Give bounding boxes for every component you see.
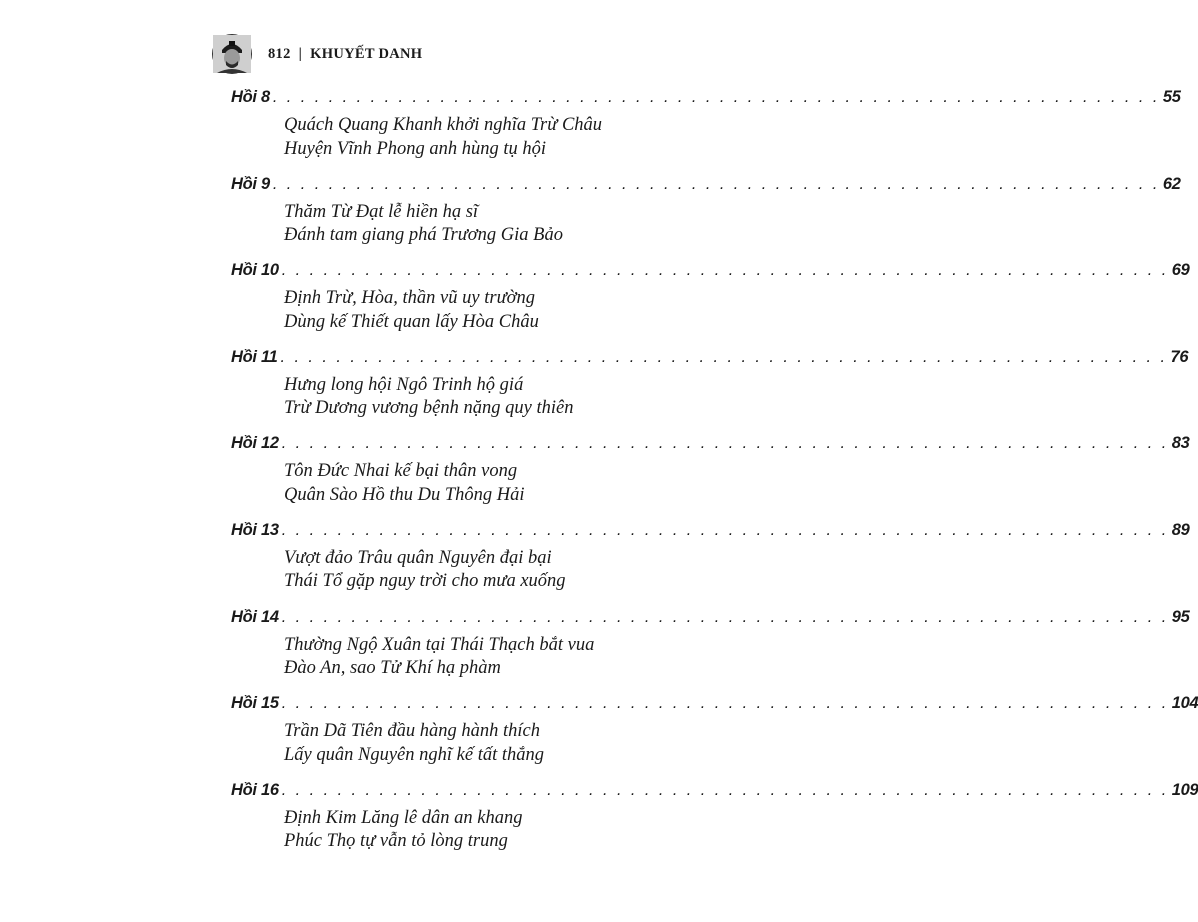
chapter-title-line: Vượt đảo Trâu quân Nguyên đại bại: [284, 547, 552, 568]
page-ref: 76: [1170, 347, 1189, 366]
chapter-label: Hồi 15: [231, 694, 279, 713]
chapter-label: Hồi 8: [231, 88, 270, 106]
toc-entry-13: [231, 520, 1190, 608]
header-separator: |: [298, 45, 303, 62]
toc-entry-8: [231, 88, 1181, 175]
chapter-title-line: Thái Tổ gặp nguy trời cho mưa xuống: [284, 571, 566, 592]
dot-leader: . . . . . . . . . . . . . . . . . . . . . . . . . . . . . . . . . . . . . . . . . . . . . . . . . . . . . . . . . . . . . . . .: [281, 694, 1169, 713]
chapter-label: Hồi 13: [231, 520, 279, 539]
chapter-title-line: Trần Dã Tiên đầu hàng hành thích: [284, 721, 540, 742]
chapter-title-line: Quân Sào Hồ thu Du Thông Hải: [284, 484, 525, 505]
page-ref: 95: [1171, 607, 1190, 626]
toc-entry-14: [231, 607, 1190, 695]
page-number: 812: [268, 45, 291, 62]
chapter-title-line: Quách Quang Khanh khởi nghĩa Trừ Châu: [284, 115, 603, 135]
toc-entry-15: [231, 694, 1198, 781]
page-ref: 62: [1162, 174, 1181, 193]
page-ref: 55: [1162, 88, 1181, 106]
chapter-title-line: Thường Ngộ Xuân tại Thái Thạch bắt vua: [284, 634, 595, 655]
chapter-title-line: Định Kim Lăng lê dân an khang: [284, 807, 523, 828]
chapter-title-line: Lấy quân Nguyên nghĩ kế tất thắng: [284, 744, 544, 765]
portrait-icon: [213, 35, 251, 73]
dot-leader: . . . . . . . . . . . . . . . . . . . . . . . . . . . . . . . . . . . . . . . . . . . . . . . . . . . . . . . . . . . . . . . .: [281, 520, 1169, 539]
chapter-label: Hồi 10: [231, 261, 279, 280]
toc-entry-11: [231, 347, 1189, 435]
chapter-title-line: Dùng kế Thiết quan lấy Hòa Châu: [284, 311, 539, 332]
dot-leader: . . . . . . . . . . . . . . . . . . . . . . . . . . . . . . . . . . . . . . . . . . . . . . . . . . . . . . . . . . . . . . . .: [281, 780, 1169, 799]
book-author: KHUYẾT DANH: [310, 45, 423, 62]
dot-leader: . . . . . . . . . . . . . . . . . . . . . . . . . . . . . . . . . . . . . . . . . . . . . . . . . . . . . . . . . . . . . . . .: [280, 347, 1168, 366]
dot-leader: . . . . . . . . . . . . . . . . . . . . . . . . . . . . . . . . . . . . . . . . . . . . . . . . . . . . . . . . . . . . . . . .: [272, 174, 1160, 193]
chapter-title-line: Hưng long hội Ngô Trinh hộ giá: [284, 374, 524, 395]
chapter-title-line: Đào An, sao Tử Khí hạ phàm: [284, 658, 501, 679]
chapter-title-line: Tôn Đức Nhai kế bại thân vong: [284, 461, 518, 482]
chapter-label: Hồi 9: [231, 174, 270, 193]
dot-leader: . . . . . . . . . . . . . . . . . . . . . . . . . . . . . . . . . . . . . . . . . . . . . . . . . . . . . . . . . . . . . . . .: [281, 434, 1169, 453]
header-text: [268, 46, 422, 63]
page-ref: 89: [1171, 520, 1190, 539]
toc-entry-12: [231, 434, 1190, 521]
dot-leader: . . . . . . . . . . . . . . . . . . . . . . . . . . . . . . . . . . . . . . . . . . . . . . . . . . . . . . . . . . . . . . . .: [272, 88, 1160, 106]
chapter-title-line: Huyện Vĩnh Phong anh hùng tụ hội: [284, 138, 547, 159]
page-ref: 83: [1171, 434, 1190, 453]
toc-entry-9: [231, 174, 1181, 262]
dot-leader: . . . . . . . . . . . . . . . . . . . . . . . . . . . . . . . . . . . . . . . . . . . . . . . . . . . . . . . . . . . . . . . .: [281, 261, 1169, 280]
chapter-label: Hồi 11: [231, 347, 278, 366]
page-ref: 69: [1171, 261, 1190, 280]
author-portrait: [212, 34, 252, 74]
chapter-label: Hồi 16: [231, 780, 279, 799]
page-ref: 104: [1171, 694, 1198, 713]
table-of-contents: [231, 88, 1198, 867]
chapter-label: Hồi 14: [231, 607, 279, 626]
dot-leader: . . . . . . . . . . . . . . . . . . . . . . . . . . . . . . . . . . . . . . . . . . . . . . . . . . . . . . . . . . . . . . . .: [281, 607, 1169, 626]
chapter-label: Hồi 12: [231, 434, 279, 453]
chapter-title-line: Trừ Dương vương bệnh nặng quy thiên: [284, 398, 574, 419]
chapter-title-line: Định Trừ, Hòa, thần vũ uy trường: [284, 288, 536, 309]
page-ref: 109: [1171, 780, 1198, 799]
chapter-title-line: Thăm Từ Đạt lễ hiền hạ sĩ: [284, 201, 479, 222]
chapter-title-line: Phúc Thọ tự vẫn tỏ lòng trung: [284, 831, 508, 852]
toc-entry-16: [231, 780, 1198, 868]
toc-entry-10: [231, 261, 1190, 348]
running-header: [212, 32, 422, 76]
chapter-title-line: Đánh tam giang phá Trương Gia Bảo: [284, 225, 563, 246]
